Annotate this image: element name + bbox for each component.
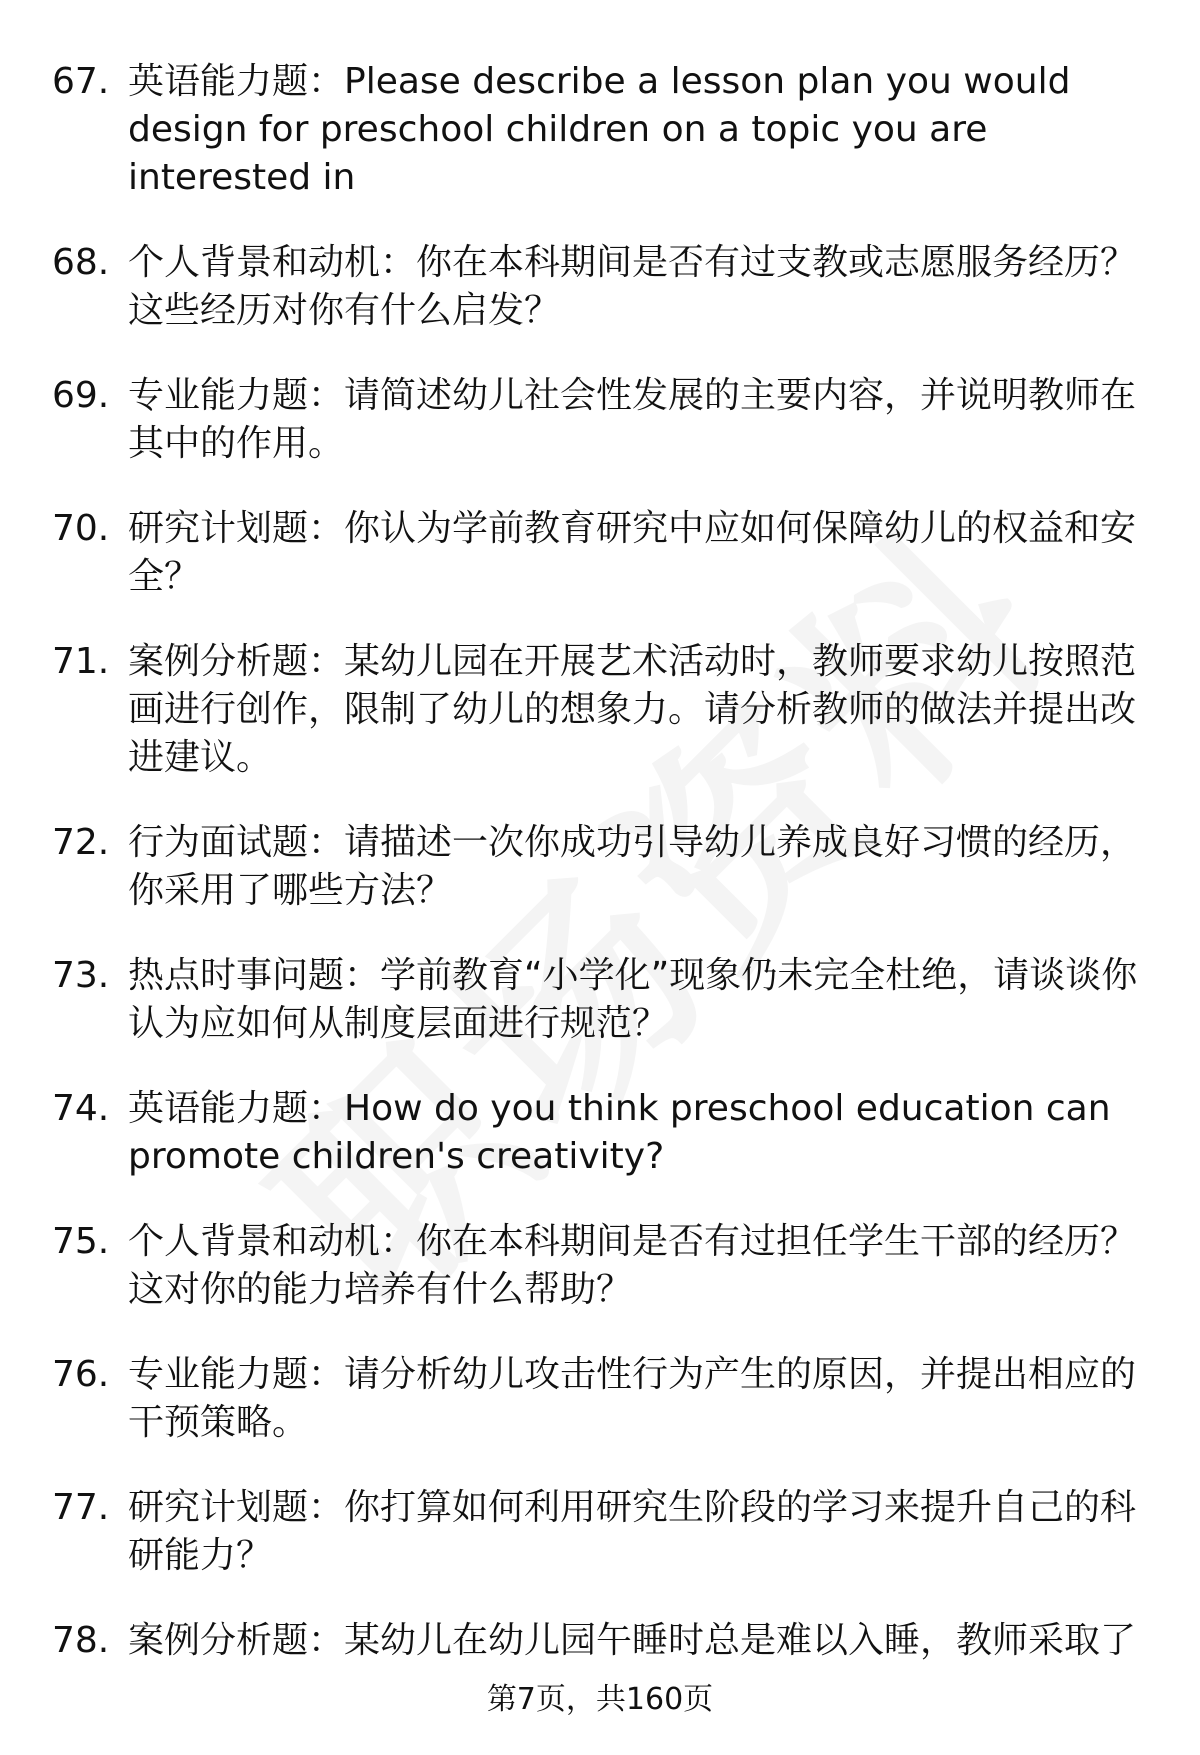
question-text: 专业能力题：请分析幼儿攻击性行为产生的原因，并提出相应的干预策略。: [128, 1354, 1137, 1443]
question-item: [52, 505, 1142, 601]
question-list: [52, 58, 1142, 1702]
question-text: 英语能力题：Please describe a lesson plan you would design for preschool children on a topic you are interested in: [128, 61, 1071, 198]
question-number: 67.: [52, 61, 110, 102]
question-item: [52, 638, 1142, 782]
question-item: [52, 1617, 1142, 1665]
question-number: 70.: [52, 508, 110, 549]
question-number: 69.: [52, 375, 110, 416]
question-text: 研究计划题：你认为学前教育研究中应如何保障幼儿的权益和安全？: [128, 508, 1137, 597]
question-item: [52, 1085, 1142, 1181]
question-text: 热点时事问题：学前教育“小学化”现象仍未完全杜绝，请谈谈你认为应如何从制度层面进行规范？: [128, 955, 1138, 1044]
question-number: 75.: [52, 1221, 110, 1262]
question-number: 76.: [52, 1354, 110, 1395]
question-item: [52, 58, 1142, 202]
question-item: [52, 372, 1142, 468]
question-number: 78.: [52, 1620, 110, 1661]
question-number: 71.: [52, 641, 110, 682]
question-text: 案例分析题：某幼儿在幼儿园午睡时总是难以入睡，教师采取了: [128, 1620, 1137, 1661]
question-text: 个人背景和动机：你在本科期间是否有过担任学生干部的经历？这对你的能力培养有什么帮助？: [128, 1221, 1137, 1310]
question-item: [52, 1484, 1142, 1580]
question-number: 77.: [52, 1487, 110, 1528]
question-text: 研究计划题：你打算如何利用研究生阶段的学习来提升自己的科研能力？: [128, 1487, 1137, 1576]
question-text: 行为面试题：请描述一次你成功引导幼儿养成良好习惯的经历，你采用了哪些方法？: [128, 822, 1137, 911]
question-text: 专业能力题：请简述幼儿社会性发展的主要内容，并说明教师在其中的作用。: [128, 375, 1137, 464]
question-number: 72.: [52, 822, 110, 863]
question-item: [52, 239, 1142, 335]
question-text: 英语能力题：How do you think preschool education can promote children's creativity?: [128, 1088, 1111, 1177]
question-item: [52, 819, 1142, 915]
page-footer: 第7页，共160页: [486, 1682, 714, 1717]
question-text: 案例分析题：某幼儿园在开展艺术活动时，教师要求幼儿按照范画进行创作，限制了幼儿的想象力。请分析教师的做法并提出改进建议。: [128, 641, 1137, 778]
question-text: 个人背景和动机：你在本科期间是否有过支教或志愿服务经历？这些经历对你有什么启发？: [128, 242, 1137, 331]
question-item: [52, 1218, 1142, 1314]
question-number: 74.: [52, 1088, 110, 1129]
question-item: [52, 952, 1142, 1048]
question-number: 73.: [52, 955, 110, 996]
question-item: [52, 1351, 1142, 1447]
question-number: 68.: [52, 242, 110, 283]
